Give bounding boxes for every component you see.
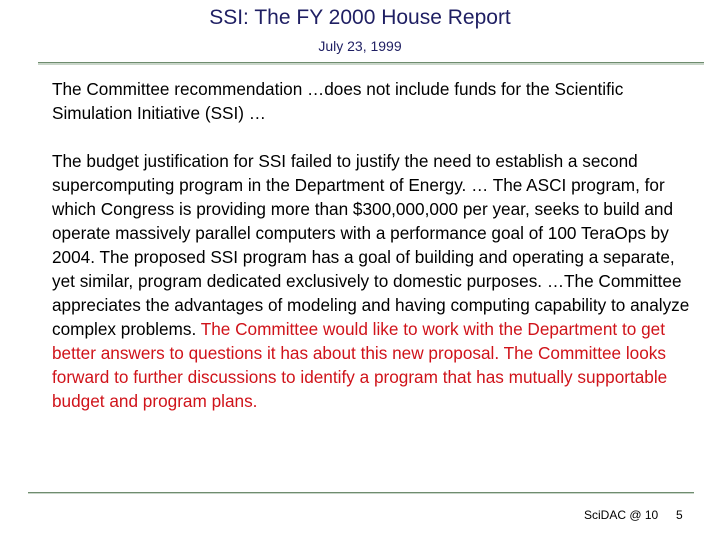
slide-date: July 23, 1999 [318, 38, 402, 54]
quote-paragraph-2-text: The budget justification for SSI failed to justify the need to establish a second supercomputing program in the Department of Energy. … The ASCI program, for which Congress is providing more than $300,000,000 per year, seeks to build and operate massively parallel computers with a performance goal of 100 TeraOps by 2004. The proposed SSI program has a goal of building and operating a separate, yet similar, program dedicated exclusively to domestic purposes. …The Committee appreciates the advantages of modeling and having computing capability to analyze complex problems. [52, 151, 690, 339]
quote-paragraph-2 [52, 149, 692, 413]
footer-divider [28, 492, 694, 494]
page-number: 5 [676, 508, 683, 522]
quote-paragraph-1: The Committee recommendation …does not include funds for the Scientific Simulation Initiative (SSI) … [52, 79, 624, 123]
footer-label: SciDAC @ 10 [584, 508, 659, 522]
header-divider [38, 62, 704, 65]
slide-title: SSI: The FY 2000 House Report [209, 6, 511, 29]
highlighted-text: The Committee would like to work with the Department to get better answers to questions it has about this new proposal. The Committee looks forward to further discussions to identify a program that has mutually supportable budget and program plans. [52, 319, 668, 411]
